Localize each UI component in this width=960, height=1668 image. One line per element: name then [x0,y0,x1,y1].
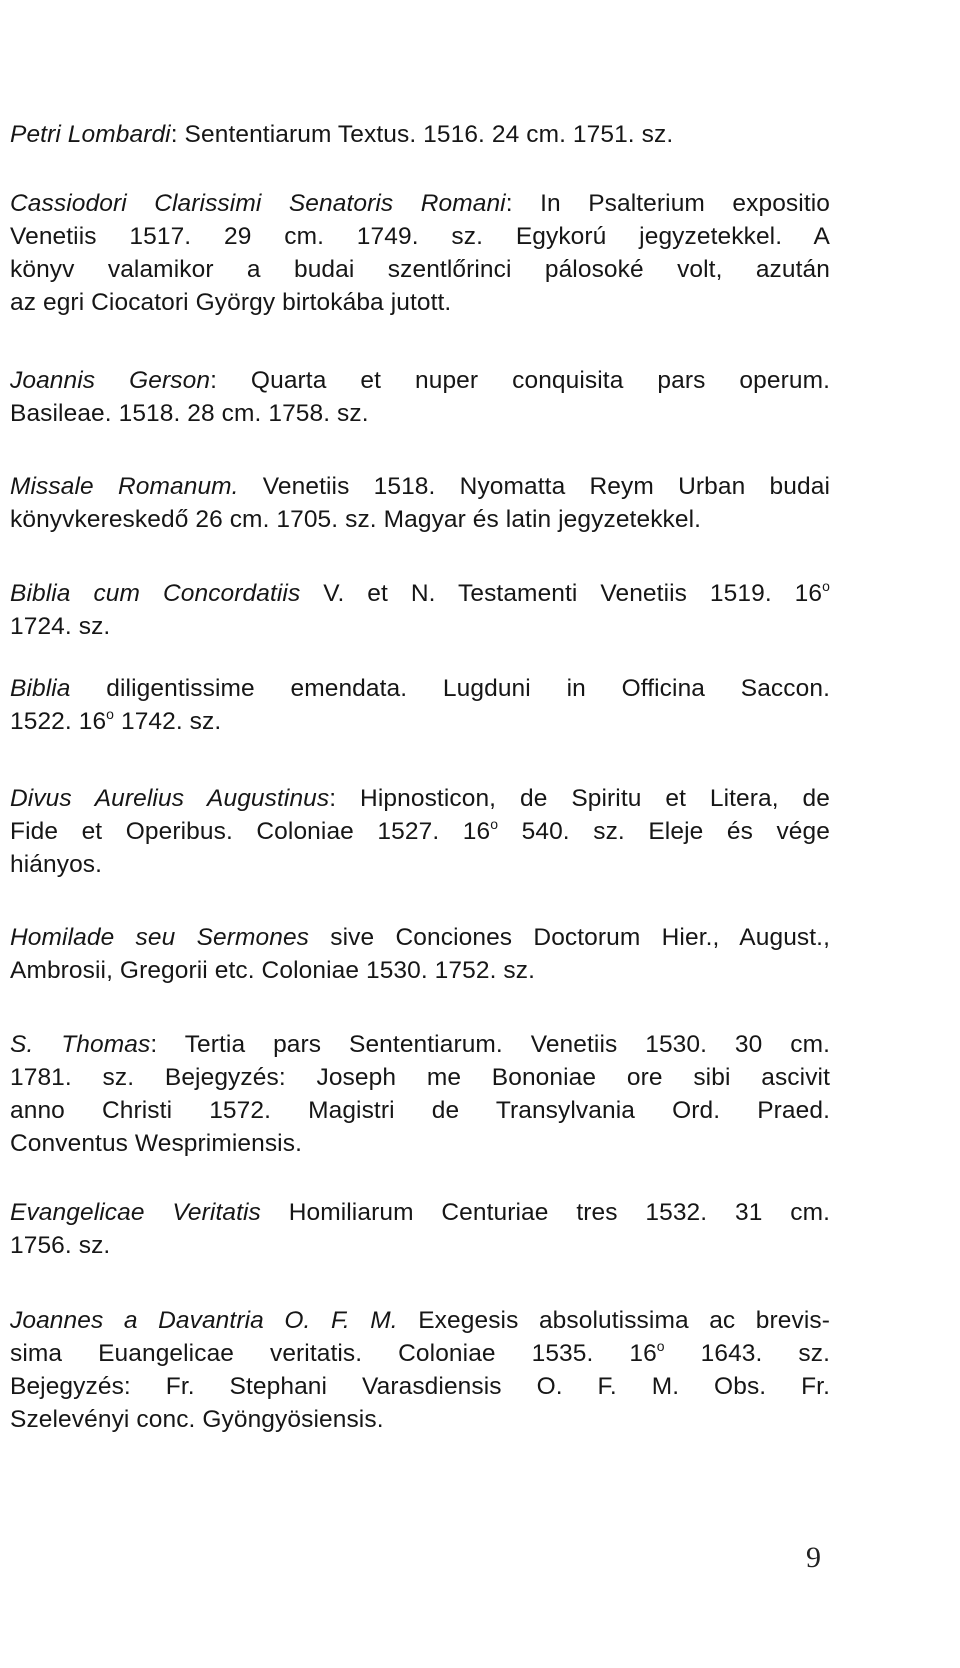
catalog-entry [10,577,830,643]
entry-author: S. Thomas [10,1031,151,1058]
entry-line [10,1304,830,1337]
entry-text: Fide et Operibus. Coloniae 1527. 16 [10,818,491,845]
catalog-entry [10,470,830,536]
catalog-entry [10,1028,830,1160]
format-superscript: o [106,706,115,722]
entry-line [10,1196,830,1229]
entry-text: 1643. sz. [664,1340,830,1367]
entry-line: 1724. sz. [10,613,111,640]
entry-author: Joannis Gerson [10,367,211,394]
entry-line: hiányos. [10,851,103,878]
entry-text: 1742. sz. [114,708,222,735]
entry-author: Divus Aurelius Augustinus [10,785,330,812]
entry-author: Petri Lombardi [10,121,171,148]
catalog-entry [10,672,830,738]
entry-text: : Tertia pars Sententiarum. Venetiis 1530. 30 cm. [150,1031,830,1058]
entry-text: Venetiis 1518. Nyomatta Reym Urban budai [238,473,830,500]
entry-text: 540. sz. Eleje és vége [498,818,830,845]
format-superscript: o [822,578,830,594]
entry-text: : Sententiarum Textus. 1516. 24 cm. 1751. sz. [170,121,674,148]
entry-author: Joannes a Davantria O. F. M. [10,1307,398,1334]
entry-line [10,705,830,738]
entry-line [10,815,830,848]
entry-author: Cassiodori Clarissimi Senatoris Romani [10,190,506,217]
entry-author: Biblia cum Concordatiis [10,580,301,607]
entry-line: 1781. sz. Bejegyzés: Joseph me Bononiae ore sibi ascivit [10,1064,830,1091]
entry-author: Biblia [10,675,71,702]
entry-line [10,782,830,815]
format-superscript: o [656,1338,665,1354]
entry-line [10,1337,830,1370]
catalog-entry [10,782,830,881]
entry-text: sive Conciones Doctorum Hier., August., [309,924,830,951]
entry-author: Evangelicae Veritatis [10,1199,261,1226]
entry-text: diligentissime emendata. Lugduni in Officina Saccon. [70,675,830,702]
entry-text: sima Euangelicae veritatis. Coloniae 1535. 16 [10,1340,657,1367]
entry-line [10,672,830,705]
entry-line: Venetiis 1517. 29 cm. 1749. sz. Egykorú jegyzetekkel. A [10,223,830,250]
catalog-entry [10,364,830,430]
catalog-entry [10,187,830,319]
entry-line: könyvkereskedő 26 cm. 1705. sz. Magyar és latin jegyzetekkel. [10,506,702,533]
entry-text: : In Psalterium expositio [505,190,830,217]
entry-line: Bejegyzés: Fr. Stephani Varasdiensis O. F. M. Obs. Fr. [10,1373,830,1400]
entry-line: Basileae. 1518. 28 cm. 1758. sz. [10,400,369,427]
entry-line: anno Christi 1572. Magistri de Transylvania Ord. Praed. [10,1097,830,1124]
catalog-entry [10,1304,830,1436]
entry-author: Homilade seu Sermones [10,924,310,951]
entry-line [10,577,830,610]
entry-line [10,187,830,220]
entry-text: Homiliarum Centuriae tres 1532. 31 cm. [260,1199,831,1226]
entry-line: Szelevényi conc. Gyöngyösiensis. [10,1406,384,1433]
catalog-entry [10,118,830,151]
entry-line [10,921,830,954]
entry-line: Conventus Wesprimiensis. [10,1130,302,1157]
format-superscript: o [490,816,499,832]
entry-text: : Hipnosticon, de Spiritu et Litera, de [329,785,831,812]
catalog-entry [10,921,830,987]
entry-line [10,1028,830,1061]
entry-author: Missale Romanum. [10,473,239,500]
entry-text: : Quarta et nuper conquisita pars operum. [210,367,830,394]
entry-line: az egri Ciocatori György birtokába jutott. [10,289,452,316]
entry-line: Ambrosii, Gregorii etc. Coloniae 1530. 1752. sz. [10,957,536,984]
entry-line [10,118,830,151]
entry-line [10,364,830,397]
entry-text: V. et N. Testamenti Venetiis 1519. 16 [300,580,823,607]
catalog-entry [10,1196,830,1262]
entry-line: 1756. sz. [10,1232,111,1259]
page-number: 9 [806,1541,821,1574]
entry-line: könyv valamikor a budai szentlőrinci pálosoké volt, azután [10,256,830,283]
entry-line [10,470,830,503]
entry-text: 1522. 16 [10,708,107,735]
entry-text: Exegesis absolutissima ac brevis- [397,1307,830,1334]
